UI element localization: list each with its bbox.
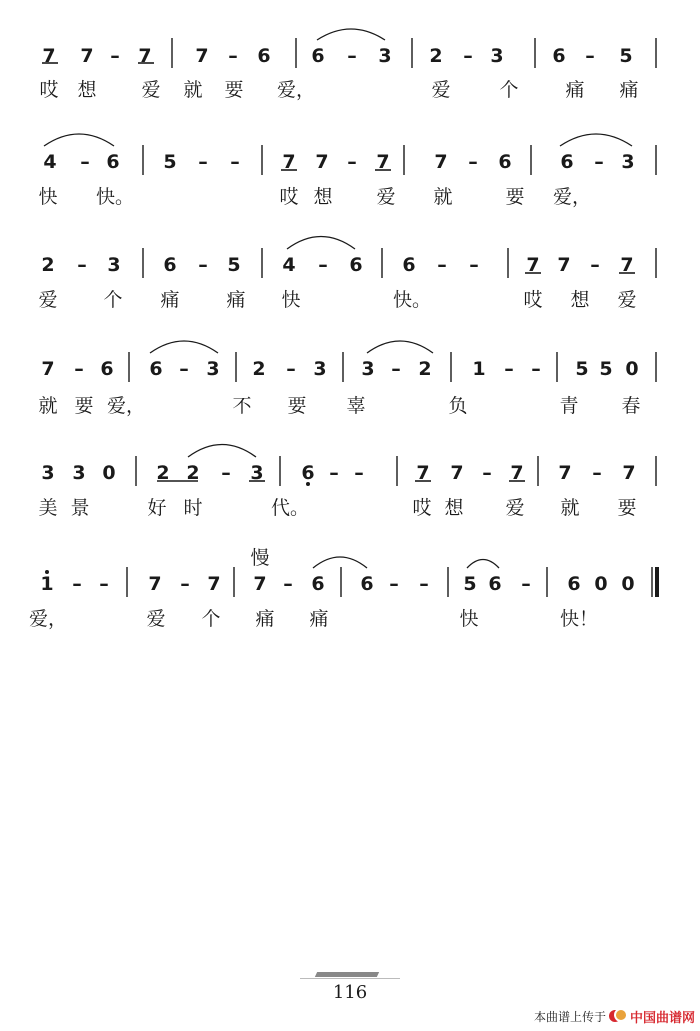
jianpu-note: 6 bbox=[100, 358, 114, 380]
lyric-syllable: 哎 bbox=[39, 79, 59, 101]
lyric-syllable: 痛 bbox=[565, 79, 585, 101]
jianpu-note: 0 bbox=[625, 358, 639, 380]
jianpu-note: 5 bbox=[599, 358, 613, 380]
jianpu-dash: – bbox=[283, 573, 293, 595]
jianpu-note: 3 bbox=[621, 151, 635, 173]
jianpu-note: 5 bbox=[575, 358, 589, 380]
jianpu-note: 7 bbox=[315, 151, 329, 173]
lyric-syllable: 痛 bbox=[255, 608, 275, 630]
page-number: 116 bbox=[332, 982, 368, 1003]
jianpu-note: 7 bbox=[558, 462, 572, 484]
lyric-syllable: 哎 bbox=[279, 186, 299, 208]
site-logo-icon bbox=[609, 1008, 627, 1024]
lyric-syllable: 痛 bbox=[619, 79, 639, 101]
upload-note-text: 本曲谱上传于 bbox=[533, 1009, 606, 1024]
jianpu-note: 4 bbox=[282, 254, 296, 276]
jianpu-note: 2 bbox=[418, 358, 432, 380]
lyric-syllable: 要 bbox=[224, 79, 244, 101]
lyric-syllable: 就 bbox=[560, 497, 580, 519]
lyric-syllable: 痛 bbox=[226, 289, 246, 311]
lyric-syllable: 快。 bbox=[95, 186, 135, 208]
lyric-syllable: 要 bbox=[287, 395, 307, 417]
jianpu-dash: – bbox=[585, 45, 595, 67]
jianpu-note: 5 bbox=[163, 151, 177, 173]
lyric-syllable: 爱， bbox=[106, 395, 146, 417]
lyric-syllable: 爱 bbox=[146, 608, 166, 630]
lyric-syllable: 个 bbox=[499, 79, 519, 101]
lyric-syllable: 要 bbox=[74, 395, 94, 417]
score-text bbox=[29, 45, 641, 630]
lyric-syllable: 爱， bbox=[552, 186, 592, 208]
jianpu-dash: – bbox=[230, 151, 240, 173]
jianpu-note: 7 bbox=[253, 573, 267, 595]
lyric-syllable: 想 bbox=[570, 289, 590, 311]
jianpu-note: 3 bbox=[206, 358, 220, 380]
jianpu-dash: – bbox=[389, 573, 399, 595]
lyric-syllable: 爱 bbox=[431, 79, 451, 101]
lyric-syllable: 爱 bbox=[617, 289, 637, 311]
jianpu-note: 7 bbox=[148, 573, 162, 595]
jianpu-note: 6 bbox=[163, 254, 177, 276]
lyric-syllable: 个 bbox=[103, 289, 123, 311]
jianpu-note: 3 bbox=[490, 45, 504, 67]
jianpu-dash: – bbox=[391, 358, 401, 380]
lyric-syllable: 快 bbox=[38, 186, 58, 208]
upload-note bbox=[480, 1004, 695, 1028]
jianpu-note: 3 bbox=[250, 462, 264, 484]
jianpu-note: 7 bbox=[450, 462, 464, 484]
jianpu-dash: – bbox=[437, 254, 447, 276]
jianpu-dash: – bbox=[504, 358, 514, 380]
lyric-syllable: 就 bbox=[38, 395, 58, 417]
lyric-syllable: 个 bbox=[201, 608, 221, 630]
jianpu-dash: – bbox=[463, 45, 473, 67]
jianpu-note: 6 bbox=[560, 151, 574, 173]
jianpu-note: 7 bbox=[80, 45, 94, 67]
lyric-syllable: 春 bbox=[621, 395, 641, 417]
jianpu-note: 7 bbox=[620, 254, 634, 276]
jianpu-note: 7 bbox=[282, 151, 296, 173]
jianpu-dash: – bbox=[80, 151, 90, 173]
jianpu-note: 3 bbox=[41, 462, 55, 484]
jianpu-note: 3 bbox=[361, 358, 375, 380]
lyric-syllable: 爱 bbox=[38, 289, 58, 311]
jianpu-note: 2 bbox=[156, 462, 170, 484]
jianpu-note: 7 bbox=[416, 462, 430, 484]
jianpu-note: 7 bbox=[376, 151, 390, 173]
jianpu-note: 4 bbox=[43, 151, 57, 173]
jianpu-dash: – bbox=[531, 358, 541, 380]
jianpu-dash: – bbox=[99, 573, 109, 595]
lyric-syllable: 爱， bbox=[28, 608, 68, 630]
lyric-syllable: 负 bbox=[448, 395, 468, 417]
jianpu-dash: – bbox=[354, 462, 364, 484]
jianpu-note: 6 bbox=[311, 45, 325, 67]
jianpu-note: 6 bbox=[311, 573, 325, 595]
footer-rule-bar bbox=[315, 972, 379, 977]
jianpu-note: 0 bbox=[621, 573, 635, 595]
jianpu-note: 6 bbox=[106, 151, 120, 173]
lyric-syllable: 快。 bbox=[392, 289, 432, 311]
jianpu-dash: – bbox=[110, 45, 120, 67]
lyric-syllable: 时 bbox=[183, 497, 203, 519]
jianpu-note: 7 bbox=[434, 151, 448, 173]
jianpu-note: 7 bbox=[510, 462, 524, 484]
jianpu-note: 7 bbox=[622, 462, 636, 484]
jianpu-dash: – bbox=[592, 462, 602, 484]
lyric-syllable: 痛 bbox=[160, 289, 180, 311]
lyric-syllable: 美 bbox=[38, 497, 58, 519]
jianpu-note: 5 bbox=[227, 254, 241, 276]
jianpu-note: 6 bbox=[360, 573, 374, 595]
site-name[interactable]: 中国曲谱网 bbox=[629, 1010, 695, 1026]
lyric-syllable: 不 bbox=[232, 395, 252, 417]
jianpu-dash: – bbox=[286, 358, 296, 380]
lyric-syllable: 好 bbox=[147, 497, 167, 519]
jianpu-dash: – bbox=[198, 151, 208, 173]
jianpu-dash: – bbox=[179, 358, 189, 380]
jianpu-dash: – bbox=[228, 45, 238, 67]
jianpu-dash: – bbox=[77, 254, 87, 276]
jianpu-dash: – bbox=[590, 254, 600, 276]
lyric-syllable: 要 bbox=[505, 186, 525, 208]
lyric-syllable: 哎 bbox=[523, 289, 543, 311]
jianpu-dash: – bbox=[482, 462, 492, 484]
jianpu-note: 6 bbox=[567, 573, 581, 595]
jianpu-note: 6 bbox=[402, 254, 416, 276]
jianpu-dash: – bbox=[329, 462, 339, 484]
jianpu-note: 7 bbox=[207, 573, 221, 595]
jianpu-dash: – bbox=[469, 254, 479, 276]
lyric-syllable: 爱 bbox=[141, 79, 161, 101]
lyric-syllable: 想 bbox=[444, 497, 464, 519]
jianpu-note: 1 bbox=[40, 573, 54, 595]
lyric-syllable: 快 bbox=[281, 289, 301, 311]
jianpu-dash: – bbox=[594, 151, 604, 173]
lyric-syllable: 辜 bbox=[346, 395, 366, 417]
jianpu-note: 0 bbox=[594, 573, 608, 595]
jianpu-note: 2 bbox=[252, 358, 266, 380]
jianpu-dash: – bbox=[419, 573, 429, 595]
jianpu-note: 7 bbox=[42, 45, 56, 67]
lyric-syllable: 想 bbox=[313, 186, 333, 208]
jianpu-dash: – bbox=[347, 151, 357, 173]
jianpu-dash: – bbox=[347, 45, 357, 67]
tempo-marking: 慢 bbox=[250, 547, 270, 569]
jianpu-dash: – bbox=[521, 573, 531, 595]
lyric-syllable: 景 bbox=[70, 497, 90, 519]
jianpu-note: 3 bbox=[378, 45, 392, 67]
jianpu-dash: – bbox=[180, 573, 190, 595]
lyric-syllable: 痛 bbox=[309, 608, 329, 630]
jianpu-note: 6 bbox=[498, 151, 512, 173]
jianpu-note: 2 bbox=[186, 462, 200, 484]
jianpu-note: 6 bbox=[149, 358, 163, 380]
lyric-syllable: 快 bbox=[459, 608, 479, 630]
jianpu-dash: – bbox=[468, 151, 478, 173]
jianpu-note: 6 bbox=[349, 254, 363, 276]
jianpu-note: 6 bbox=[488, 573, 502, 595]
lyric-syllable: 爱， bbox=[276, 79, 316, 101]
jianpu-dash: – bbox=[198, 254, 208, 276]
lyric-syllable: 青 bbox=[559, 395, 579, 417]
jianpu-note: 5 bbox=[619, 45, 633, 67]
footer-rule bbox=[300, 972, 400, 977]
jianpu-note: 6 bbox=[552, 45, 566, 67]
jianpu-note: 7 bbox=[41, 358, 55, 380]
lyric-syllable: 快！ bbox=[559, 608, 599, 630]
jianpu-dash: – bbox=[72, 573, 82, 595]
jianpu-note: 3 bbox=[313, 358, 327, 380]
jianpu-note: 3 bbox=[107, 254, 121, 276]
jianpu-note: 1 bbox=[472, 358, 486, 380]
lyric-syllable: 爱 bbox=[376, 186, 396, 208]
jianpu-note: 6 bbox=[301, 462, 315, 484]
jianpu-dash: – bbox=[318, 254, 328, 276]
lyric-syllable: 要 bbox=[617, 497, 637, 519]
jianpu-note: 5 bbox=[463, 573, 477, 595]
lyric-syllable: 哎 bbox=[412, 497, 432, 519]
jianpu-note: 2 bbox=[41, 254, 55, 276]
jianpu-note: 6 bbox=[257, 45, 271, 67]
jianpu-dash: – bbox=[221, 462, 231, 484]
jianpu-note: 7 bbox=[195, 45, 209, 67]
jianpu-dash: – bbox=[74, 358, 84, 380]
jianpu-note: 2 bbox=[429, 45, 443, 67]
lyric-syllable: 想 bbox=[77, 79, 97, 101]
jianpu-note: 0 bbox=[102, 462, 116, 484]
lyric-syllable: 代。 bbox=[270, 497, 310, 519]
lyric-syllable: 爱 bbox=[505, 497, 525, 519]
jianpu-note: 3 bbox=[72, 462, 86, 484]
jianpu-note: 7 bbox=[557, 254, 571, 276]
lyric-syllable: 就 bbox=[183, 79, 203, 101]
jianpu-note: 7 bbox=[526, 254, 540, 276]
footer-rule-line bbox=[300, 978, 400, 979]
lyric-syllable: 就 bbox=[433, 186, 453, 208]
jianpu-note: 7 bbox=[138, 45, 152, 67]
